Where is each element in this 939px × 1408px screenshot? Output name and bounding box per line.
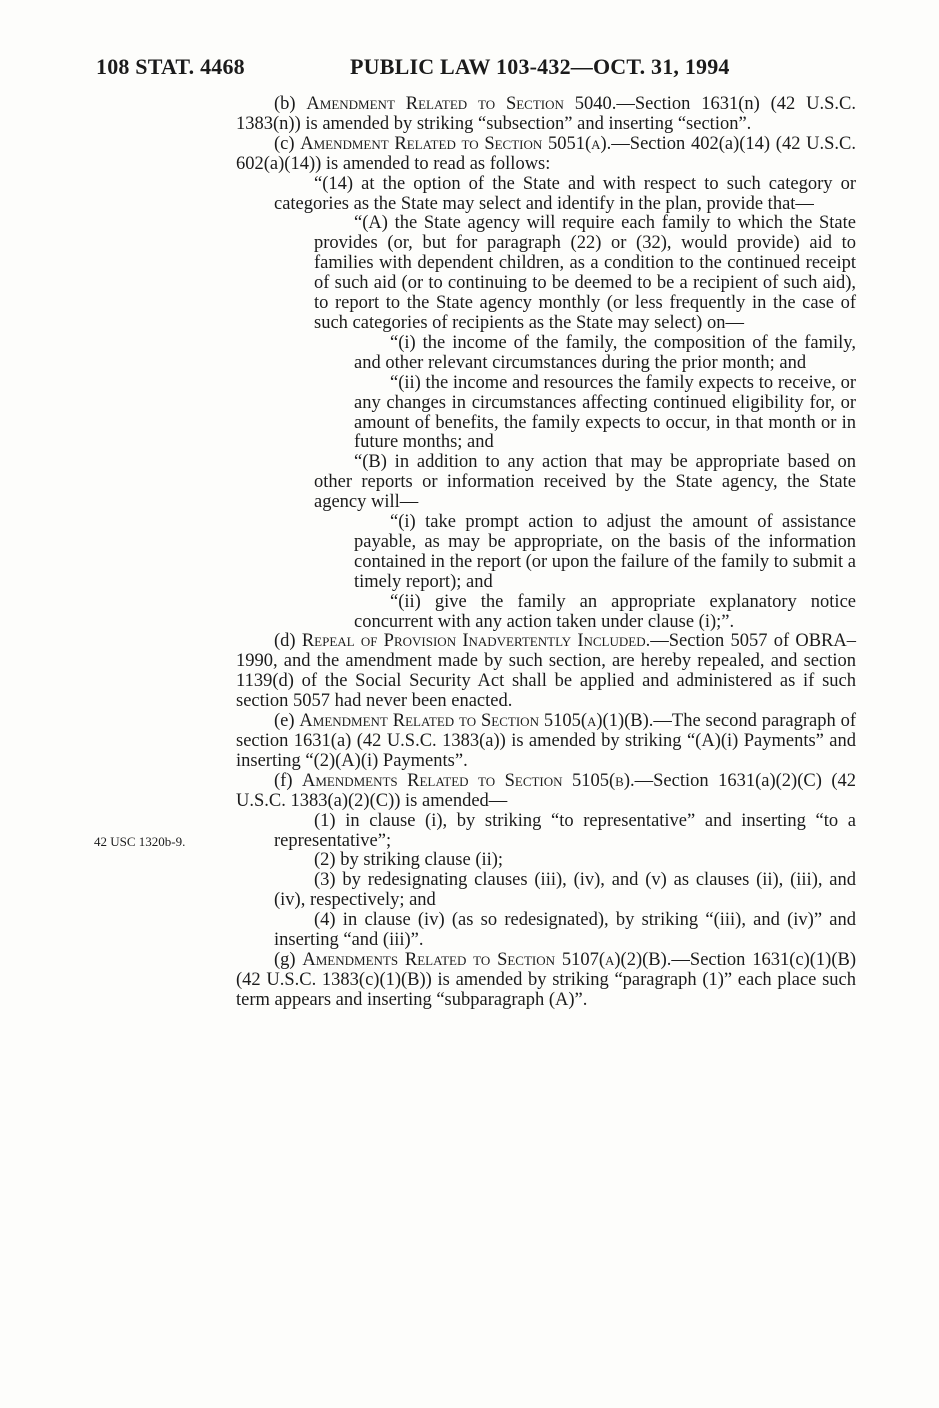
paragraph-d bbox=[236, 632, 856, 712]
subsection-label: (b) bbox=[274, 94, 307, 114]
paragraph-text: (2) by striking clause (ii); bbox=[314, 850, 504, 871]
paragraph-text: —The second paragraph of section 1631(a) (42 U.S.C. 1383(a)) is amended by striking “(A)(i) Payments” and inserting “(2)(A)(i) Payments”. bbox=[236, 711, 856, 771]
paragraph-f1 bbox=[274, 812, 856, 852]
paragraph-text: “(14) at the option of the State and with respect to such category or categories as the State may select and identify in the plan, provide that— bbox=[274, 173, 856, 214]
paragraph-f2 bbox=[274, 851, 856, 871]
body-text bbox=[236, 95, 856, 1011]
subsection-heading: Amendment Related to Section 5051(a). bbox=[300, 133, 612, 154]
paragraph-c bbox=[236, 135, 856, 175]
paragraph-text: “(i) the income of the family, the composition of the family, and other relevant circumstances during the prior month; and bbox=[354, 332, 856, 373]
paragraph-cBii bbox=[354, 593, 856, 633]
subsection-heading: Amendment Related to Section 5105(a)(1)(B). bbox=[299, 711, 654, 732]
subsection-label: (g) bbox=[274, 949, 303, 970]
paragraph-cAii bbox=[354, 374, 856, 454]
paragraph-f4 bbox=[274, 911, 856, 951]
paragraph-cBi bbox=[354, 513, 856, 593]
paragraph-text: —Section 5057 of OBRA–1990, and the amendment made by such section, are hereby repealed, and section 1139(d) of the Social Security Act shall be applied and administered as if such section 5057 had never been enacted. bbox=[236, 631, 856, 712]
subsection-heading: Amendment Related to Section 5040. bbox=[306, 94, 617, 114]
paragraph-c14 bbox=[274, 175, 856, 215]
paragraph-cB bbox=[314, 453, 856, 513]
paragraph-text: —Section 1631(n) (42 U.S.C. 1383(n)) is amended by striking “subsection” and inserting “section”. bbox=[236, 94, 856, 134]
paragraph-b bbox=[236, 95, 856, 135]
paragraph-text: (1) in clause (i), by striking “to representative” and inserting “to a representative”; bbox=[274, 810, 856, 851]
subsection-label: (c) bbox=[274, 133, 301, 154]
paragraph-text: “(A) the State agency will require each family to which the State provides (or, but for paragraph (22) or (32), would provide) aid to families with dependent children, as a condition to the continued receipt of such aid (or to continuing to be deemed to be a recipient of such aid), to report to the State agency monthly (or less frequently in the case of such categories of recipients as the State may select) on— bbox=[314, 213, 856, 333]
paragraph-g bbox=[236, 951, 856, 1011]
paragraph-e bbox=[236, 712, 856, 772]
subsection-heading: Amendments Related to Section 5105(b). bbox=[301, 770, 635, 791]
paragraph-cA bbox=[314, 214, 856, 333]
subsection-label: (f) bbox=[274, 770, 302, 791]
paragraph-text: —Section 1631(a)(2)(C) (42 U.S.C. 1383(a)(2)(C)) is amended— bbox=[236, 770, 856, 811]
stat-page-number: 108 STAT. 4468 bbox=[96, 54, 245, 79]
margin-citation: 42 USC 1320b-9. bbox=[94, 834, 186, 849]
subsection-heading: Repeal of Provision Inadvertently Included. bbox=[301, 631, 651, 652]
paragraph-cAi bbox=[354, 334, 856, 374]
running-head: PUBLIC LAW 103-432—OCT. 31, 1994 bbox=[350, 54, 730, 79]
paragraph-text: —Section 1631(c)(1)(B) (42 U.S.C. 1383(c)(1)(B)) is amended by striking “paragraph (1)” each place such term appears and inserting “subparagraph (A)”. bbox=[236, 949, 856, 1010]
subsection-label: (d) bbox=[274, 631, 302, 652]
paragraph-text: —Section 402(a)(14) (42 U.S.C. 602(a)(14)) is amended to read as follows: bbox=[236, 133, 856, 174]
subsection-heading: Amendments Related to Section 5107(a)(2)(B). bbox=[302, 949, 672, 970]
paragraph-text: “(ii) the income and resources the family expects to receive, or any changes in circumstances affecting continued eligibility for, or amount of benefits, the family expects to occur, in that month or in future months; and bbox=[354, 372, 856, 453]
paragraph-f bbox=[236, 772, 856, 812]
paragraph-text: (4) in clause (iv) (as so redesignated), by striking “(iii), and (iv)” and inserting “and (iii)”. bbox=[274, 910, 856, 951]
paragraph-text: (3) by redesignating clauses (iii), (iv), and (v) as clauses (ii), (iii), and (iv), respectively; and bbox=[274, 870, 856, 911]
paragraph-text: “(B) in addition to any action that may be appropriate based on other reports or information received by the State agency, the State agency will— bbox=[314, 452, 856, 513]
paragraph-text: “(i) take prompt action to adjust the amount of assistance payable, as may be appropriate, on the basis of the information contained in the report (or upon the failure of the family to submit a timely report); and bbox=[354, 512, 856, 592]
paragraph-f3 bbox=[274, 871, 856, 911]
subsection-label: (e) bbox=[274, 711, 300, 732]
paragraph-text: “(ii) give the family an appropriate explanatory notice concurrent with any action taken under clause (i);”. bbox=[354, 591, 856, 632]
